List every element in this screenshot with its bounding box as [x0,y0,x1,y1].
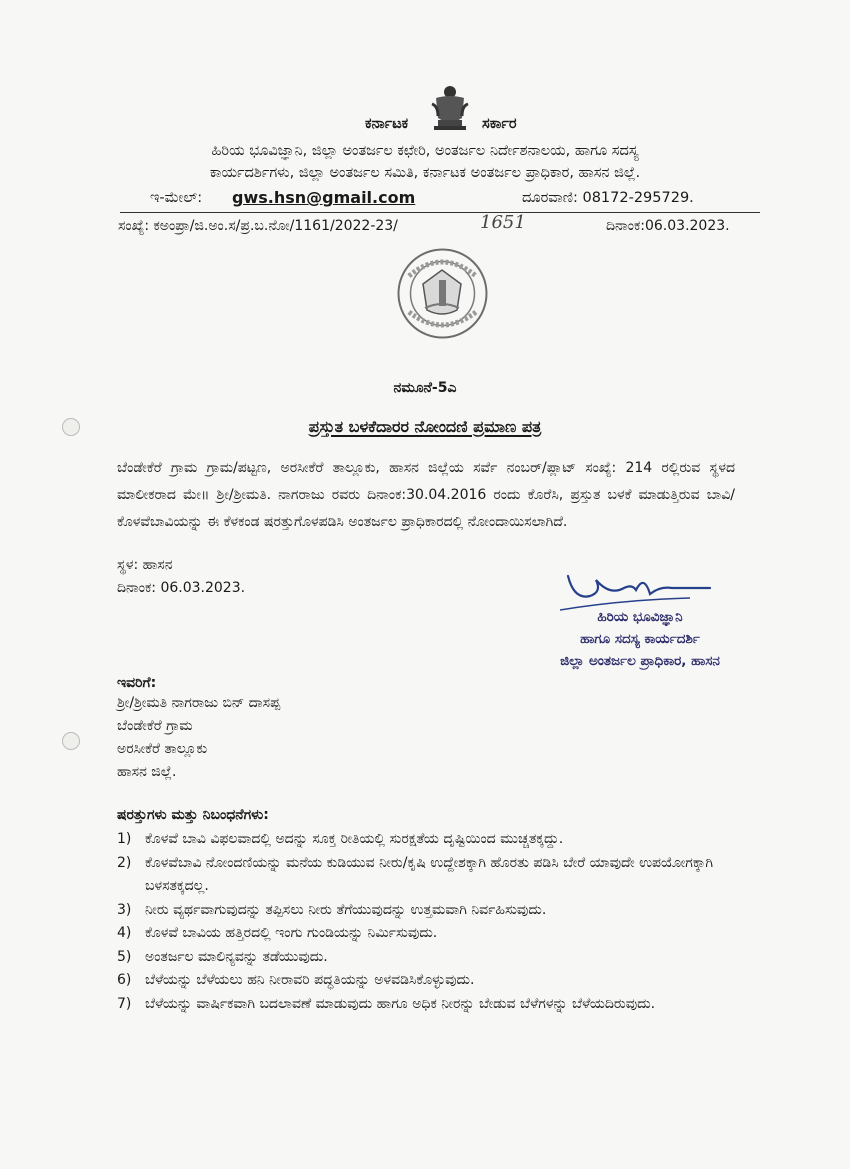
term-number: 4) [117,925,132,941]
term-text: ಬೆಳೆಯನ್ನು ವಾರ್ಷಿಕವಾಗಿ ಬದಲಾವಣೆ ಮಾಡುವುದು ಹಾಗೂ ಅಧಿಕ ನೀರನ್ನು ಬೇಡುವ ಬೆಳೆಗಳನ್ನು ಬೆಳೆಯದಿರುವುದು. [145,995,656,1012]
recipient-line: ಅರಸೀಕೆರೆ ತಾಲ್ಲೂಕು [117,741,208,757]
reference-date: ದಿನಾಂಕ:06.03.2023. [606,218,730,234]
header-rule [120,212,760,213]
department-line-1: ಹಿರಿಯ ಭೂವಿಜ್ಞಾನಿ, ಜಿಲ್ಲಾ ಅಂತರ್ಜಲ ಕಛೇರಿ, ಅಂತರ್ಜಲ ನಿರ್ದೇಶನಾಲಯ, ಹಾಗೂ ಸದಸ್ಯ [211,143,639,159]
punch-hole [62,418,80,436]
term-text: ಕೊಳವೆ ಬಾವಿ ವಿಫಲವಾದಲ್ಲಿ ಅದನ್ನು ಸೂಕ್ತ ರೀತಿಯಲ್ಲಿ ಸುರಕ್ಷತೆಯ ದೃಷ್ಟಿಯಿಂದ ಮುಚ್ಚತಕ್ಕದ್ದು. [145,831,564,847]
terms-list [117,828,757,1016]
handwritten-number: 1651 [480,212,526,233]
term-item [117,946,757,970]
email-label: ಇ-ಮೇಲ್: [150,190,203,206]
signature-office: ಜಿಲ್ಲಾ ಅಂತರ್ಜಲ ಪ್ರಾಧಿಕಾರ, ಹಾಸನ [560,653,720,669]
term-text: ಕೊಳವೆಬಾವಿ ನೋಂದಣಿಯನ್ನು ಮನೆಯ ಕುಡಿಯುವ ನೀರು/ಕೃಷಿ ಉದ್ದೇಶಕ್ಕಾಗಿ ಹೊರತು ಪಡಿಸಿ ಬೇರೆ ಯಾವುದೇ ಉಪಯೋಗಕ್ಕಾಗಿ ಬಳಸತಕ್ಕದಲ್ಲ. [145,854,714,894]
government-title-right: ಸರ್ಕಾರ [482,116,517,132]
term-number: 7) [117,995,132,1012]
term-text: ಅಂತರ್ಜಲ ಮಾಲಿನ್ಯವನ್ನು ತಡೆಯುವುದು. [145,948,328,965]
recipient-heading: ಇವರಿಗೆ: [117,675,157,691]
signature-post: ಹಾಗೂ ಸದಸ್ಯ ಕಾರ್ಯದರ್ಶಿ [580,631,700,647]
term-text: ಬೆಳೆಯನ್ನು ಬೆಳೆಯಲು ಹನಿ ನೀರಾವರಿ ಪದ್ಧತಿಯನ್ನು ಅಳವಡಿಸಿಕೊಳ್ಳುವುದು. [145,972,475,988]
certificate-title [0,417,850,437]
authority-seal [395,246,490,341]
recipient-line: ಬೆಂಡೇಕೆರೆ ಗ್ರಾಮ [117,718,193,734]
term-number: 5) [117,948,132,965]
place-line: ಸ್ಥಳ: ಹಾಸನ [117,557,173,573]
form-number: ನಮೂನೆ-5ಎ [393,380,457,396]
recipient-line: ಹಾಸನ ಜಿಲ್ಲೆ. [117,764,177,780]
date-line: ದಿನಾಂಕ: 06.03.2023. [117,580,246,596]
term-item [117,922,757,946]
term-text: ನೀರು ವ್ಯರ್ಥವಾಗುವುದನ್ನು ತಪ್ಪಿಸಲು ನೀರು ತೆಗೆಯುವುದನ್ನು ಉತ್ತಮವಾಗಿ ನಿರ್ವಹಿಸುವುದು. [145,901,547,918]
phone-number: ದೂರವಾಣಿ: 08172-295729. [522,190,694,206]
punch-hole [62,732,80,750]
term-number: 3) [117,901,132,918]
terms-heading: ಷರತ್ತುಗಳು ಮತ್ತು ನಿಬಂಧನೆಗಳು: [117,807,269,823]
term-item [117,969,757,993]
term-number: 6) [117,972,132,988]
term-item [117,828,757,852]
certificate-title-text: ಪ್ರಸ್ತುತ ಬಳಕೆದಾರರ ನೋಂದಣಿ ಪ್ರಮಾಣ ಪತ್ರ [308,417,542,436]
government-title-left: ಕರ್ನಾಟಕ [365,116,409,132]
term-number: 1) [117,831,132,847]
term-item [117,993,757,1017]
department-line-2: ಕಾರ್ಯದರ್ಶಿಗಳು, ಜಿಲ್ಲಾ ಅಂತರ್ಜಲ ಸಮಿತಿ, ಕರ್ನಾಟಕ ಅಂತರ್ಜಲ ಪ್ರಾಧಿಕಾರ, ಹಾಸನ ಜಿಲ್ಲೆ. [209,165,641,181]
certificate-body: ಬೆಂಡೇಕೆರೆ ಗ್ರಾಮ ಗ್ರಾಮ/ಪಟ್ಟಣ, ಅರಸೀಕೆರೆ ತಾಲ್ಲೂಕು, ಹಾಸನ ಜಿಲ್ಲೆಯ ಸರ್ವೆ ನಂಬರ್/ಪ್ಲಾಟ್ ಸಂಖ್ಯೆ: 214 ರಲ್ಲಿರುವ ಸ್ಥಳದ ಮಾಲೀಕರಾದ ಮೇ॥ ಶ್ರೀ/ಶ್ರೀಮತಿ. ನಾಗರಾಜು ರವರು ದಿನಾಂಕ:30.04.2016 ರಂದು ಕೊರೆಸಿ, ಪ್ರಸ್ತುತ ಬಳಕೆ ಮಾಡುತ್ತಿರುವ ಬಾವಿ/ಕೊಳವೆಬಾವಿಯನ್ನು ಈ ಕೆಳಕಂಡ ಷರತ್ತುಗೊಳಪಡಿಸಿ ಅಂತರ್ಜಲ ಪ್ರಾಧಿಕಾರದಲ್ಲಿ ನೋಂದಾಯಿಸಲಾಗಿದೆ. [117,460,735,530]
recipient-address [117,692,280,784]
term-item [117,899,757,923]
reference-number: ಸಂಖ್ಯೆ: ಕಅಂಪ್ರಾ/ಜಿ.ಅಂ.ಸ/ಪ್ರ.ಬ.ನೋ/1161/2022-23/ [118,218,398,234]
email-link[interactable]: gws.hsn@gmail.com [232,188,416,207]
term-item [117,852,757,899]
term-text: ಕೊಳವೆ ಬಾವಿಯ ಹತ್ತಿರದಲ್ಲಿ ಇಂಗು ಗುಂಡಿಯನ್ನು ನಿರ್ಮಿಸುವುದು. [145,925,438,941]
signature-designation: ಹಿರಿಯ ಭೂವಿಜ್ಞಾನಿ [597,609,683,625]
recipient-line: ಶ್ರೀ/ಶ್ರೀಮತಿ ನಾಗರಾಜು ಬಿನ್ ದಾಸಪ್ಪ [117,695,281,711]
term-number: 2) [117,854,132,871]
government-emblem [428,84,472,132]
